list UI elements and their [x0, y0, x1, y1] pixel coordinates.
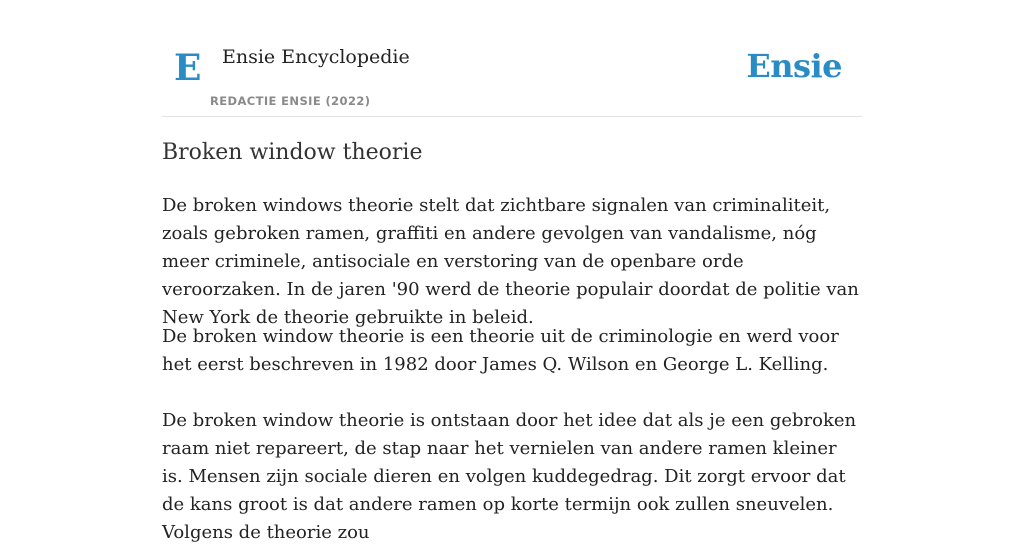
article-title: Broken window theorie [162, 140, 423, 165]
ensie-logo-icon: E [174, 47, 202, 89]
brand-logo[interactable]: Ensie [746, 47, 842, 85]
article-paragraph-2: De broken window theorie is een theorie uit de criminologie en werd voor het eerst beschreven in 1982 door James Q. Wilson en George L. Kelling. [162, 326, 839, 375]
article-header [162, 0, 862, 117]
article-paragraph-1: De broken windows theorie stelt dat zichtbare signalen van criminaliteit, zoals gebroken ramen, graffiti en andere gevolgen van vandalisme, nóg meer criminele, antisociale en verstoring van de openbare orde veroorzaken. In de jaren '90 werd de theorie populair doordat de politie van New York de theorie gebruikte in beleid. [162, 195, 859, 328]
author-byline: REDACTIE ENSIE (2022) [210, 94, 371, 108]
article-paragraph-3: De broken window theorie is ontstaan door het idee dat als je een gebroken raam niet repareert, de stap naar het vernielen van andere ramen kleiner is. Mensen zijn sociale dieren en volgen kuddegedrag. Dit zorgt ervoor dat de kans groot is dat andere ramen op korte termijn ook zullen sneuvelen. Volgens de theorie zou [162, 410, 857, 543]
source-name[interactable]: Ensie Encyclopedie [222, 46, 410, 68]
article-card [162, 0, 862, 543]
